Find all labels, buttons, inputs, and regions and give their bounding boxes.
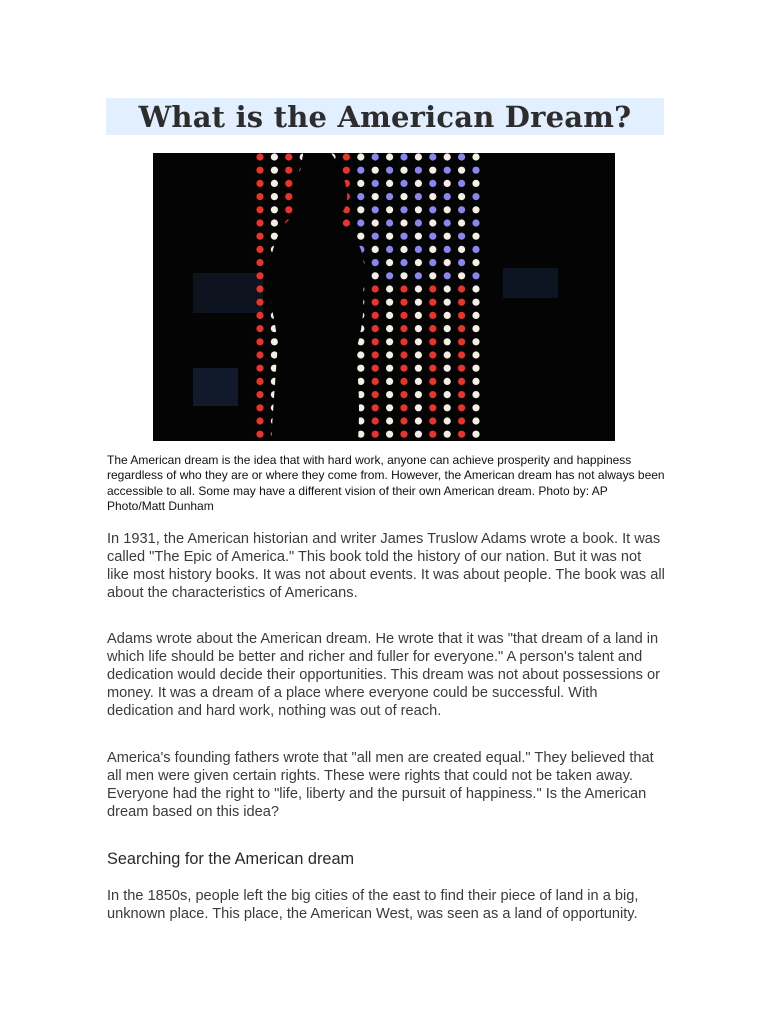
flag-light-bulb (400, 431, 407, 438)
flag-light-bulb (256, 391, 263, 398)
flag-light-bulb (444, 391, 451, 398)
flag-light-bulb (256, 167, 263, 174)
flag-light-bulb (271, 338, 278, 345)
flag-light-bulb (372, 206, 379, 213)
page-title: What is the American Dream? (138, 99, 632, 134)
flag-light-bulb (472, 338, 479, 345)
flag-light-bulb (415, 180, 422, 187)
flag-light-bulb (256, 338, 263, 345)
flag-light-bulb (256, 219, 263, 226)
flag-light-bulb (429, 233, 436, 240)
flag-light-bulb (429, 417, 436, 424)
flag-light-bulb (386, 325, 393, 332)
flag-light-bulb (472, 325, 479, 332)
photo-caption: The American dream is the idea that with hard work, anyone can achieve prosperity and happiness regardless of who they are or where they come from. However, the American dream has not always been accessible to all. Some may have a different vision of their own American dream. Photo by: AP Photo/Matt Dunham (107, 453, 665, 513)
flag-light-bulb (400, 259, 407, 266)
flag-light-bulb (357, 180, 364, 187)
flag-light-bulb (472, 351, 479, 358)
flag-light-bulb (271, 153, 278, 160)
flag-light-bulb (400, 404, 407, 411)
flag-light-bulb (458, 193, 465, 200)
flag-light-bulb (372, 272, 379, 279)
flag-light-bulb (415, 259, 422, 266)
flag-light-bulb (357, 233, 364, 240)
flag-light-bulb (415, 272, 422, 279)
flag-light-bulb (458, 233, 465, 240)
flag-light-bulb (372, 325, 379, 332)
flag-light-bulb (400, 153, 407, 160)
flag-light-bulb (458, 219, 465, 226)
flag-light-bulb (386, 167, 393, 174)
flag-light-bulb (386, 417, 393, 424)
flag-light-bulb (458, 272, 465, 279)
flag-light-bulb (285, 153, 292, 160)
flag-light-bulb (472, 153, 479, 160)
flag-light-bulb (429, 391, 436, 398)
flag-light-bulb (357, 365, 364, 372)
flag-light-bulb (415, 378, 422, 385)
flag-light-bulb (256, 351, 263, 358)
flag-light-bulb (444, 417, 451, 424)
flag-light-bulb (400, 180, 407, 187)
flag-light-bulb (415, 391, 422, 398)
flag-light-bulb (429, 404, 436, 411)
flag-light-bulb (415, 351, 422, 358)
flag-light-bulb (415, 246, 422, 253)
title-banner (106, 98, 664, 135)
flag-light-bulb (472, 259, 479, 266)
flag-light-bulb (400, 299, 407, 306)
flag-light-bulb (400, 378, 407, 385)
flag-light-bulb (285, 180, 292, 187)
flag-light-bulb (271, 193, 278, 200)
flag-light-bulb (444, 219, 451, 226)
flag-light-bulb (429, 180, 436, 187)
flag-light-bulb (472, 206, 479, 213)
flag-light-bulb (400, 233, 407, 240)
paragraph-1: In 1931, the American historian and writer James Truslow Adams wrote a book. It was called "The Epic of America." This book told the history of our nation. But it was not like most history books. It was not about events. It was about people. The book was all about the characteristics of Americans. (107, 531, 665, 601)
flag-light-bulb (372, 246, 379, 253)
flag-light-bulb (444, 312, 451, 319)
flag-light-bulb (472, 365, 479, 372)
flag-light-bulb (415, 193, 422, 200)
flag-light-bulb (256, 233, 263, 240)
flag-light-bulb (429, 206, 436, 213)
flag-light-bulb (386, 312, 393, 319)
flag-light-bulb (372, 193, 379, 200)
flag-light-bulb (444, 338, 451, 345)
flag-light-bulb (386, 391, 393, 398)
flag-light-bulb (429, 431, 436, 438)
flag-light-bulb (472, 246, 479, 253)
flag-light-bulb (400, 193, 407, 200)
flag-light-bulb (458, 285, 465, 292)
flag-light-bulb (400, 351, 407, 358)
flag-light-bulb (429, 338, 436, 345)
flag-light-bulb (429, 219, 436, 226)
flag-light-bulb (400, 219, 407, 226)
flag-light-bulb (386, 338, 393, 345)
flag-light-bulb (458, 206, 465, 213)
flag-light-bulb (285, 206, 292, 213)
flag-light-bulb (400, 272, 407, 279)
flag-light-bulb (372, 312, 379, 319)
flag-light-bulb (372, 167, 379, 174)
flag-light-bulb (444, 325, 451, 332)
flag-light-bulb (400, 285, 407, 292)
flag-light-bulb (458, 351, 465, 358)
flag-light-bulb (386, 285, 393, 292)
flag-light-bulb (400, 206, 407, 213)
flag-light-bulb (256, 365, 263, 372)
flag-light-bulb (372, 233, 379, 240)
flag-light-bulb (386, 431, 393, 438)
flag-light-bulb (415, 219, 422, 226)
flag-light-bulb (372, 431, 379, 438)
flag-light-bulb (415, 285, 422, 292)
flag-light-bulb (429, 285, 436, 292)
flag-light-bulb (256, 259, 263, 266)
flag-photo-svg (153, 153, 615, 441)
flag-light-bulb (386, 206, 393, 213)
flag-light-bulb (429, 193, 436, 200)
flag-light-bulb (386, 365, 393, 372)
flag-light-bulb (472, 417, 479, 424)
flag-light-bulb (444, 431, 451, 438)
flag-light-bulb (372, 391, 379, 398)
flag-light-bulb (386, 219, 393, 226)
flag-light-bulb (415, 153, 422, 160)
flag-light-bulb (271, 351, 278, 358)
flag-light-bulb (343, 167, 350, 174)
flag-light-bulb (429, 153, 436, 160)
flag-light-bulb (372, 365, 379, 372)
flag-light-bulb (372, 219, 379, 226)
flag-light-bulb (458, 391, 465, 398)
flag-light-bulb (444, 259, 451, 266)
flag-light-bulb (386, 153, 393, 160)
flag-light-bulb (372, 378, 379, 385)
flag-light-bulb (415, 312, 422, 319)
flag-light-bulb (256, 417, 263, 424)
flag-light-bulb (372, 299, 379, 306)
flag-light-photo (153, 153, 615, 441)
flag-light-bulb (285, 167, 292, 174)
flag-light-bulb (444, 167, 451, 174)
flag-light-bulb (372, 180, 379, 187)
flag-light-bulb (400, 312, 407, 319)
flag-light-bulb (444, 246, 451, 253)
flag-light-bulb (256, 153, 263, 160)
paragraph-4: In the 1850s, people left the big cities of the east to find their piece of land in a big, unknown place. This place, the American West, was seen as a land of opportunity. (107, 888, 639, 922)
flag-light-bulb (444, 193, 451, 200)
flag-light-bulb (458, 417, 465, 424)
flag-light-bulb (400, 365, 407, 372)
flag-light-bulb (458, 299, 465, 306)
flag-light-bulb (429, 365, 436, 372)
flag-light-bulb (415, 417, 422, 424)
flag-light-bulb (444, 404, 451, 411)
flag-light-bulb (444, 272, 451, 279)
flag-light-bulb (343, 219, 350, 226)
flag-light-bulb (256, 378, 263, 385)
flag-light-bulb (386, 233, 393, 240)
flag-light-bulb (429, 312, 436, 319)
flag-light-bulb (415, 325, 422, 332)
flag-light-bulb (472, 167, 479, 174)
flag-light-bulb (271, 167, 278, 174)
flag-light-bulb (472, 272, 479, 279)
flag-light-bulb (429, 246, 436, 253)
flag-light-bulb (444, 180, 451, 187)
flag-light-bulb (458, 312, 465, 319)
flag-light-bulb (444, 351, 451, 358)
flag-light-bulb (472, 299, 479, 306)
flag-light-bulb (386, 404, 393, 411)
flag-light-bulb (256, 206, 263, 213)
flag-light-bulb (400, 391, 407, 398)
flag-light-bulb (386, 378, 393, 385)
flag-light-bulb (472, 312, 479, 319)
flag-light-bulb (458, 246, 465, 253)
flag-light-bulb (386, 246, 393, 253)
flag-light-bulb (458, 404, 465, 411)
flag-light-bulb (372, 417, 379, 424)
flag-light-bulb (458, 431, 465, 438)
flag-light-bulb (256, 285, 263, 292)
flag-light-bulb (400, 325, 407, 332)
flag-light-bulb (357, 351, 364, 358)
flag-light-bulb (372, 259, 379, 266)
flag-light-bulb (472, 285, 479, 292)
flag-light-bulb (429, 351, 436, 358)
flag-light-bulb (343, 153, 350, 160)
flag-light-bulb (415, 167, 422, 174)
paragraph-3: America's founding fathers wrote that "all men are created equal." They believed that all men were given certain rights. These were rights that could not be taken away. Everyone had the right to "life, liberty and the pursuit of happiness." Is the American dream based on this idea? (107, 750, 654, 820)
flag-light-bulb (444, 285, 451, 292)
flag-light-bulb (444, 153, 451, 160)
section-heading: Searching for the American dream (107, 850, 355, 868)
flag-light-bulb (386, 259, 393, 266)
flag-light-bulb (256, 312, 263, 319)
flag-light-bulb (472, 391, 479, 398)
flag-light-bulb (458, 259, 465, 266)
flag-light-bulb (386, 351, 393, 358)
flag-light-bulb (458, 167, 465, 174)
flag-light-bulb (415, 233, 422, 240)
flag-light-bulb (429, 325, 436, 332)
flag-light-bulb (256, 299, 263, 306)
flag-light-bulb (372, 338, 379, 345)
flag-light-bulb (372, 153, 379, 160)
flag-light-bulb (400, 417, 407, 424)
flag-light-bulb (472, 180, 479, 187)
flag-light-bulb (256, 180, 263, 187)
flag-light-bulb (472, 404, 479, 411)
flag-light-bulb (415, 299, 422, 306)
flag-light-bulb (415, 404, 422, 411)
flag-light-bulb (429, 259, 436, 266)
flag-light-bulb (458, 325, 465, 332)
flag-light-bulb (400, 338, 407, 345)
flag-light-bulb (285, 193, 292, 200)
flag-light-bulb (372, 404, 379, 411)
flag-light-bulb (472, 193, 479, 200)
flag-light-bulb (256, 272, 263, 279)
flag-light-bulb (256, 404, 263, 411)
flag-light-bulb (444, 365, 451, 372)
flag-light-bulb (444, 299, 451, 306)
flag-light-bulb (429, 378, 436, 385)
flag-light-bulb (256, 431, 263, 438)
flag-light-bulb (357, 167, 364, 174)
flag-light-bulb (400, 167, 407, 174)
flag-light-bulb (458, 180, 465, 187)
flag-light-bulb (415, 365, 422, 372)
flag-light-bulb (372, 285, 379, 292)
flag-light-bulb (415, 338, 422, 345)
flag-light-bulb (458, 338, 465, 345)
flag-light-bulb (400, 246, 407, 253)
flag-light-bulb (357, 378, 364, 385)
flag-light-bulb (458, 365, 465, 372)
flag-light-bulb (429, 272, 436, 279)
flag-light-bulb (444, 233, 451, 240)
flag-light-bulb (271, 219, 278, 226)
flag-light-bulb (386, 193, 393, 200)
flag-light-bulb (429, 299, 436, 306)
flag-light-bulb (386, 299, 393, 306)
flag-light-bulb (458, 378, 465, 385)
flag-light-bulb (415, 206, 422, 213)
flag-light-bulb (357, 206, 364, 213)
flag-light-bulb (444, 206, 451, 213)
flag-light-bulb (472, 233, 479, 240)
flag-light-bulb (357, 153, 364, 160)
paragraph-2: Adams wrote about the American dream. He wrote that it was "that dream of a land in which life should be better and richer and fuller for everyone." A person's talent and dedication would decide their opportunities. This dream was not about possessions or money. It was a dream of a place where everyone could be successful. With dedication and hard work, nothing was out of reach. (107, 631, 660, 719)
flag-light-bulb (357, 193, 364, 200)
flag-light-bulb (429, 167, 436, 174)
flag-light-bulb (256, 193, 263, 200)
flag-light-bulb (472, 378, 479, 385)
flag-light-bulb (271, 180, 278, 187)
flag-light-bulb (444, 378, 451, 385)
flag-light-bulb (472, 431, 479, 438)
flag-light-bulb (415, 431, 422, 438)
flag-light-bulb (372, 351, 379, 358)
flag-light-bulb (472, 219, 479, 226)
flag-light-bulb (271, 206, 278, 213)
flag-light-bulb (357, 219, 364, 226)
flag-light-bulb (256, 246, 263, 253)
flag-light-bulb (386, 272, 393, 279)
flag-light-bulb (386, 180, 393, 187)
flag-light-bulb (256, 325, 263, 332)
flag-light-bulb (458, 153, 465, 160)
